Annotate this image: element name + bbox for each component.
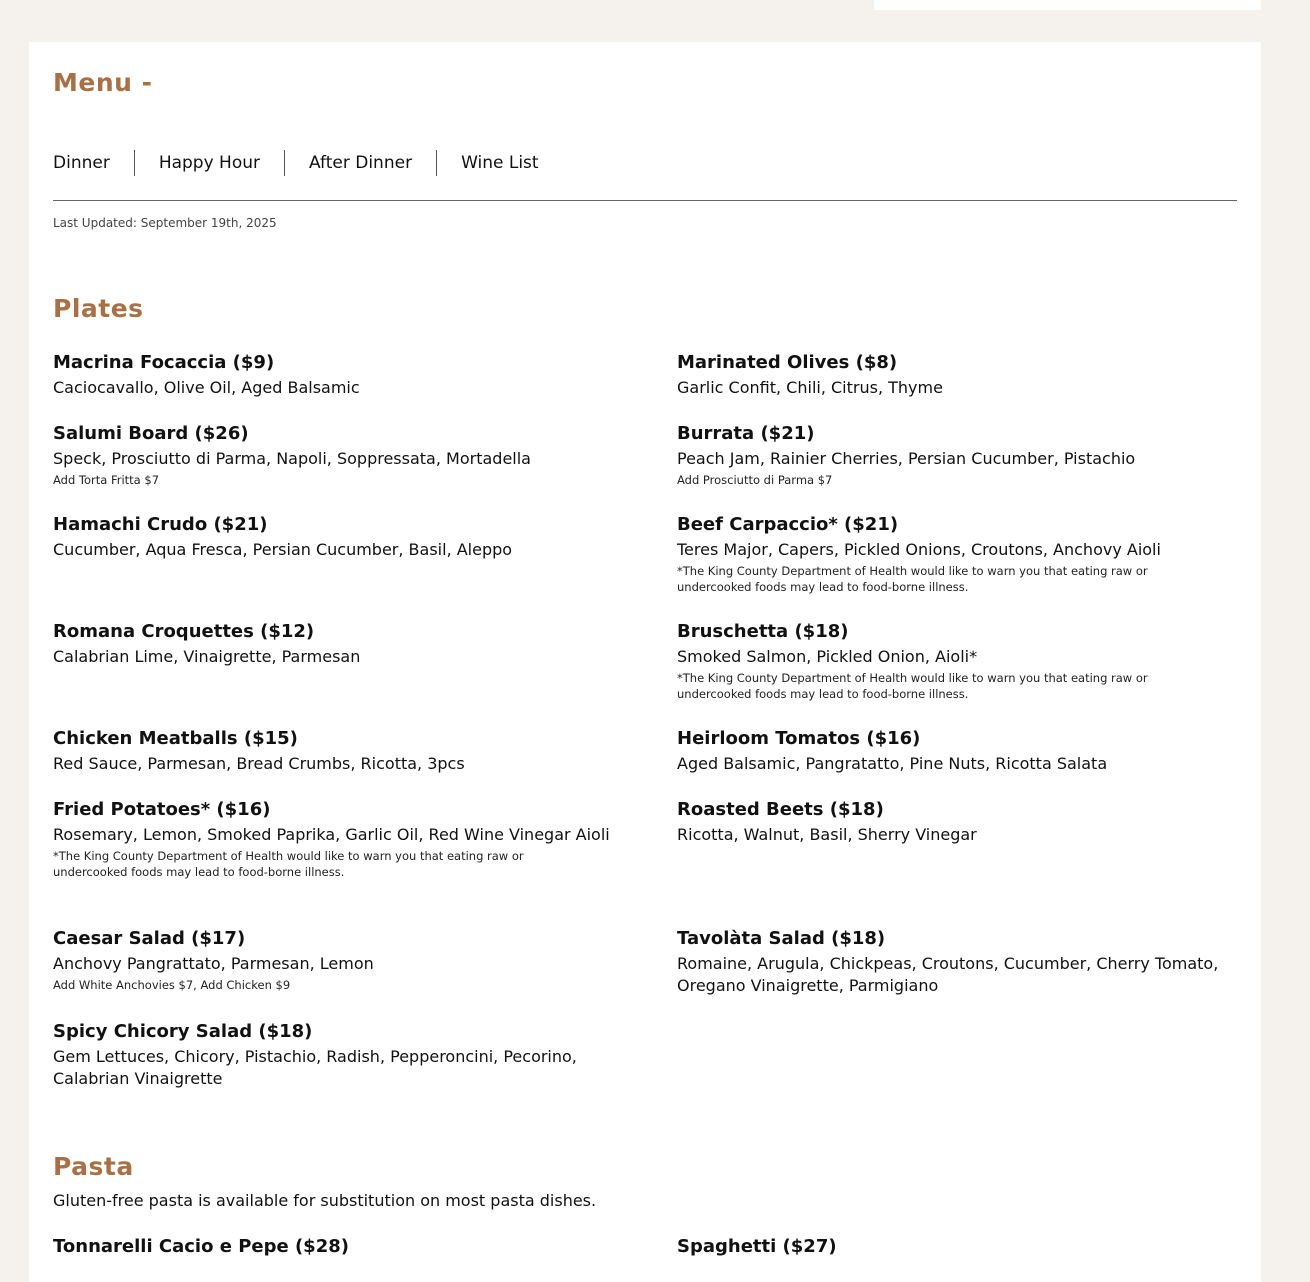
item-description: Aged Balsamic, Pangratatto, Pine Nuts, Ricotta Salata <box>677 754 1108 773</box>
item-name: Beef Carpaccio* ($21) <box>677 514 899 535</box>
health-warning-note: *The King County Department of Health would like to warn you that eating raw or undercooked foods may lead to food-borne illness. <box>53 849 524 879</box>
item-name: Hamachi Crudo ($21) <box>53 514 268 535</box>
item-description: Smoked Salmon, Pickled Onion, Aioli* <box>677 647 978 666</box>
item-name: Macrina Focaccia ($9) <box>53 352 275 373</box>
item-description: Gem Lettuces, Chicory, Pistachio, Radish, Pepperoncini, Pecorino, Calabrian Vinaigrette <box>53 1047 577 1088</box>
item-name: Romana Croquettes ($12) <box>53 621 315 642</box>
item-name: Marinated Olives ($8) <box>677 352 898 373</box>
item-description: Cucumber, Aqua Fresca, Persian Cucumber, Basil, Aleppo <box>53 540 513 559</box>
item-description: Calabrian Lime, Vinaigrette, Parmesan <box>53 647 361 666</box>
item-description: Ricotta, Walnut, Basil, Sherry Vinegar <box>677 825 977 844</box>
item-description: Garlic Confit, Chili, Citrus, Thyme <box>677 378 943 397</box>
tab-happy-hour[interactable]: Happy Hour <box>134 150 284 176</box>
tabs-divider <box>53 200 1237 201</box>
item-description: Romaine, Arugula, Chickpeas, Croutons, Cucumber, Cherry Tomato, Oregano Vinaigrette, Parmigiano <box>677 954 1219 995</box>
item-addon-note: Add White Anchovies $7, Add Chicken $9 <box>53 978 291 992</box>
item-name: Chicken Meatballs ($15) <box>53 728 298 749</box>
tab-wine-list[interactable]: Wine List <box>436 150 563 176</box>
menu-item <box>677 798 1237 846</box>
menu-card <box>29 42 1261 1282</box>
menu-item <box>677 727 1237 775</box>
gluten-free-note: Gluten-free pasta is available for substitution on most pasta dishes. <box>53 1191 597 1210</box>
item-description: Peach Jam, Rainier Cherries, Persian Cucumber, Pistachio <box>677 449 1136 468</box>
menu-item <box>53 798 613 880</box>
item-name: Tavolàta Salad ($18) <box>677 928 886 949</box>
item-description: Speck, Prosciutto di Parma, Napoli, Soppressata, Mortadella <box>53 449 531 468</box>
section-title-pasta: Pasta <box>53 1152 134 1181</box>
item-name: Caesar Salad ($17) <box>53 928 246 949</box>
menu-item <box>53 1235 613 1259</box>
item-name: Tonnarelli Cacio e Pepe ($28) <box>53 1236 349 1257</box>
item-addon-note: Add Prosciutto di Parma $7 <box>677 473 833 487</box>
item-description: Caciocavallo, Olive Oil, Aged Balsamic <box>53 378 360 397</box>
tab-after-dinner[interactable]: After Dinner <box>284 150 436 176</box>
item-name: Burrata ($21) <box>677 423 815 444</box>
menu-item <box>677 513 1237 595</box>
menu-item <box>677 1235 1237 1259</box>
item-name: Heirloom Tomatos ($16) <box>677 728 921 749</box>
menu-item <box>53 351 613 399</box>
item-description: Anchovy Pangrattato, Parmesan, Lemon <box>53 954 374 973</box>
last-updated: Last Updated: September 19th, 2025 <box>53 216 277 230</box>
health-warning-note: *The King County Department of Health would like to warn you that eating raw or undercooked foods may lead to food-borne illness. <box>677 671 1148 701</box>
item-description: Rosemary, Lemon, Smoked Paprika, Garlic Oil, Red Wine Vinegar Aioli <box>53 825 610 844</box>
item-name: Bruschetta ($18) <box>677 621 849 642</box>
page-title: Menu - <box>53 68 153 97</box>
tab-dinner[interactable]: Dinner <box>53 153 110 173</box>
menu-item <box>677 620 1237 702</box>
menu-item <box>53 727 613 775</box>
item-name: Fried Potatoes* ($16) <box>53 799 271 820</box>
menu-item <box>53 513 613 561</box>
menu-tabs <box>53 150 563 176</box>
item-name: Roasted Beets ($18) <box>677 799 884 820</box>
top-strip <box>874 0 1261 10</box>
item-name: Spicy Chicory Salad ($18) <box>53 1021 313 1042</box>
menu-item <box>53 1020 613 1090</box>
item-name: Spaghetti ($27) <box>677 1236 837 1257</box>
item-addon-note: Add Torta Fritta $7 <box>53 473 160 487</box>
health-warning-note: *The King County Department of Health would like to warn you that eating raw or undercooked foods may lead to food-borne illness. <box>677 564 1148 594</box>
menu-item <box>53 422 613 488</box>
menu-item <box>677 351 1237 399</box>
item-description: Teres Major, Capers, Pickled Onions, Croutons, Anchovy Aioli <box>677 540 1161 559</box>
section-title-plates: Plates <box>53 294 144 323</box>
menu-item <box>53 927 613 993</box>
item-description: Red Sauce, Parmesan, Bread Crumbs, Ricotta, 3pcs <box>53 754 465 773</box>
item-name: Salumi Board ($26) <box>53 423 249 444</box>
menu-item <box>677 422 1237 488</box>
menu-item <box>53 620 613 668</box>
menu-item <box>677 927 1237 997</box>
